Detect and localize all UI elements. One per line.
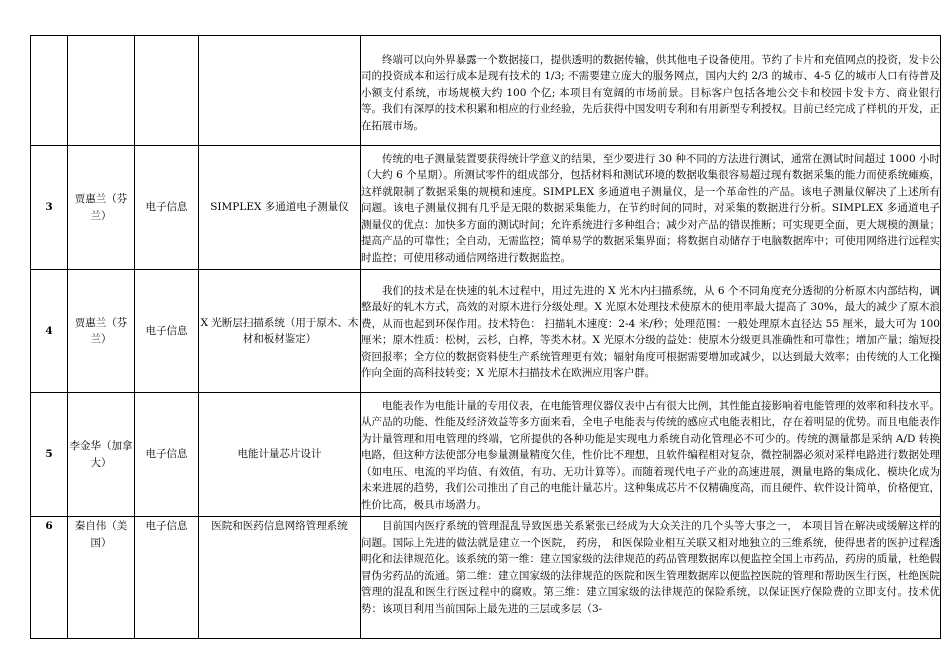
project-name: X 光断层扫描系统（用于原木、木材和板材鉴定） <box>199 270 361 393</box>
description-text: 终端可以向外界暴露一个数据接口，提供透明的数据传输，供其他电子设备使用。节约了卡片和充值网点的投资，发卡公司的投资成本和运行成本是现有技术的 1/3; 不需要建立庞大的服务网点，国内大约 2/3 的城市、4-5 亿的城市人口有待普及小额支付系统，市场规模大约 100 个亿; 本项目有宽阔的市场前景。目标客户包括各地公交卡和校园卡发卡方、商业银行等。我们有深厚的技术积累和相应的行业经验，先后获得中国发明专利和有用新型专利授权。目前已经完成了样机的开发，正在拓展市场。 <box>361 53 940 132</box>
table-row <box>31 146 941 270</box>
field-category <box>135 36 199 146</box>
description-text: 电能表作为电能计量的专用仪表，在电能管理仪器仪表中占有很大比例，其性能直接影响着电能管理的效率和科技水平。从产品的功能、性能及经济效益等多方面来看，全电子电能表与传统的感应式电能表相比，存在着明显的优势。而且电能表作为计量管理和用电管理的终端，它所提供的各种功能是实现电力系统自动化管理必不可少的。传统的测量都是采纳 A/D 转换电路，但这种方法使部分电参量测量精度欠佳，性价比不理想，且软件编程相对复杂，微控制器必须对采样电路进行数据处理（如电压、电流的平均值、有效值，有功、无功计算等）。而随着现代电子产业的高速进展，测量电路的集成化、模块化成为未来进展的趋势，我们公司推出了自己的电能计量芯片。这种集成芯片不仅精确度高，而且硬件、软件设计简单，价格便宜，性价比高，极具市场潜力。 <box>361 399 940 511</box>
project-table <box>30 35 941 639</box>
project-name: 医院和医药信息网络管理系统 <box>199 517 361 639</box>
table-row <box>31 36 941 146</box>
row-number: 6 <box>31 517 68 639</box>
table-row <box>31 270 941 393</box>
project-description <box>361 270 941 393</box>
applicant-name <box>68 36 135 146</box>
field-category: 电子信息 <box>135 146 199 270</box>
row-number <box>31 36 68 146</box>
project-description <box>361 393 941 517</box>
description-text: 我们的技术是在快速的轧木过程中，用过先进的 X 光木内扫描系统，从 6 个不同角度充分透彻的分析原木内部结构，调整最好的轧木方式，高效的对原木进行分级处理。X 光原木处理技术使原木的使用率最大提高了 30%，最大的减少了原木浪费，从而也起到环保作用。技术特色： 扫描轧木速度：2-4 米/秒；处理范围：一般处理原木直径达 55 厘米，最大可为 100 厘米；原木性质：松树，云杉，白桦，等类木材。X 光原木分级的益处：使原木分级更具准确性和可靠性；增加产量；缩短投资回报率；全方位的数据资料使生产系统管理更有效；辐射角度可根据需要增加或减少，以达到最大效率；由传统的人工化操作向全面的高科技转变；X 光原木扫描技术在欧洲应用客户群。 <box>361 284 940 379</box>
field-category: 电子信息 <box>135 517 199 639</box>
applicant-name: 贾惠兰（芬兰） <box>68 270 135 393</box>
row-number: 4 <box>31 270 68 393</box>
field-category: 电子信息 <box>135 393 199 517</box>
row-number: 5 <box>31 393 68 517</box>
project-name <box>199 36 361 146</box>
project-description <box>361 146 941 270</box>
description-text: 传统的电子测量装置要获得统计学意义的结果，至少要进行 30 种不同的方法进行测试，通常在测试时间超过 1000 小时（大约 6 个星期）。所测试零件的组成部分，包括材料和测试环境的数据收集很容易超过现有数据采集的能力而使系统瘫痪，这样就限制了数据采集的规模和速度。SIMPLEX 多通道电子测量仪，是一个革命性的产品。该电子测量仪解决了上述所有问题。该电子测量仪拥有几乎是无限的数据采集能力，在节约时间的同时，对采集的数据进行分析。SIMPLEX 多通道电子测量仪的优点：加快多方面的测试时间；允许系统进行多种组合；减少对产品的错误推断；可实现更全面，更大规模的测量；提高产品的可靠性；全自动，无需监控；简单易学的数据采集界面；将数据自动储存于电脑数据库中；可使用网络进行远程实时监控；可使用移动通信网络进行数据监控。 <box>361 152 940 264</box>
applicant-name: 李金华（加拿大） <box>68 393 135 517</box>
row-number: 3 <box>31 146 68 270</box>
project-description <box>361 36 941 146</box>
table-row <box>31 517 941 639</box>
description-text: 目前国内医疗系统的管理混乱导致医患关系紧张已经成为大众关注的几个头等大事之一， 本项目旨在解决或缓解这样的问题。国际上先进的做法就是建立一个医院， 药房， 和医保险业相互关联又相对地独立的三维系统，使得患者的医护过程透明化和法律规范化。该系统的第一维：建立国家级的法律规范的药品管理数据库以便监控全国上市药品，药房的质量，杜绝假冒伪劣药品的流通。第二维：建立国家级的法律规范的医院和医生管理数据库以便监控医院的管理和帮助医生行医，杜绝医院管理的混乱和医生行医过程中的腐败。第三维：建立国家级的法律规范的保险系统，以保证医疗保险费的立即支付。技术优势：该项目利用当前国际上最先进的三层或多层（3- <box>361 520 940 615</box>
table-row <box>31 393 941 517</box>
applicant-name: 贾惠兰（芬兰） <box>68 146 135 270</box>
project-name: SIMPLEX 多通道电子测量仪 <box>199 146 361 270</box>
project-description <box>361 517 941 639</box>
field-category: 电子信息 <box>135 270 199 393</box>
project-name: 电能计量芯片设计 <box>199 393 361 517</box>
applicant-name: 秦自伟（美国） <box>68 517 135 639</box>
